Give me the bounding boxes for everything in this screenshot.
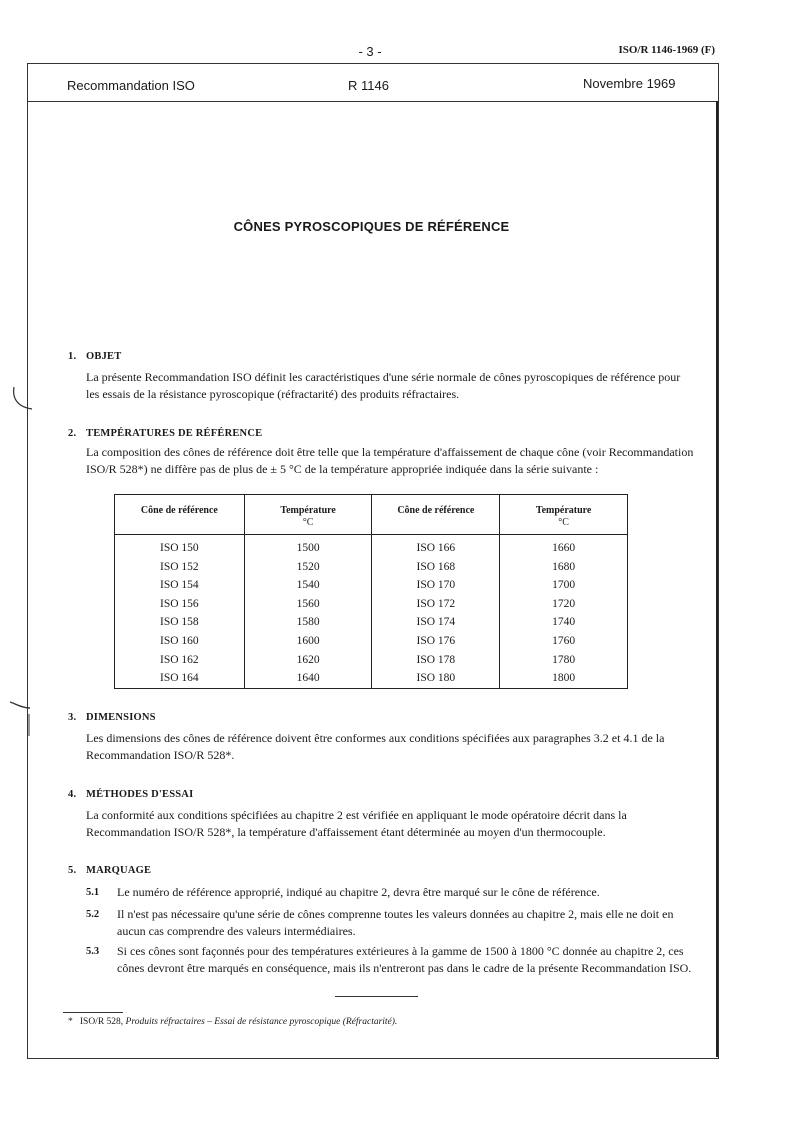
- table-cell: 1600: [244, 632, 372, 651]
- item-number: 5.1: [86, 887, 100, 898]
- header-temperature-2: [500, 495, 628, 535]
- reference-temperature-table: [114, 494, 628, 689]
- table-cell: ISO 172: [372, 595, 500, 614]
- table-cell: ISO 160: [115, 632, 245, 651]
- section-4-text: La conformité aux conditions spécifiées au chapitre 2 est vérifiée en appliquant le mode opératoire décrit dans la Recommandation ISO/R 528*, la température d'affaissement étant déterminée au moyen d'un thermocouple.: [86, 808, 627, 839]
- table-cell: 1760: [500, 632, 628, 651]
- header-standard-number: R 1146: [348, 78, 389, 93]
- item-number: 5.2: [86, 909, 100, 920]
- document-reference: ISO/R 1146-1969 (F): [618, 44, 715, 56]
- section-2-number: 2.: [68, 428, 77, 439]
- table-row: [115, 535, 628, 558]
- table-row: [115, 558, 628, 577]
- page-title: CÔNES PYROSCOPIQUES DE RÉFÉRENCE: [233, 219, 510, 234]
- table-cell: ISO 176: [372, 632, 500, 651]
- footnote: [68, 1017, 397, 1027]
- header-cone-1: Cône de référence: [115, 495, 245, 535]
- table-cell: ISO 168: [372, 558, 500, 577]
- table-row: [115, 595, 628, 614]
- section-3-number: 3.: [68, 712, 77, 723]
- section-3-heading: [68, 712, 156, 723]
- list-item: [86, 943, 696, 977]
- footnote-marker: *: [68, 1017, 73, 1027]
- header-cone-2: Cône de référence: [372, 495, 500, 535]
- section-5-heading: [68, 865, 151, 876]
- section-4-number: 4.: [68, 789, 77, 800]
- table-cell: ISO 174: [372, 613, 500, 632]
- footnote-rule: [63, 1012, 123, 1013]
- binding-mark-icon: [8, 385, 34, 415]
- section-1-title: OBJET: [86, 351, 122, 362]
- table-cell: 1560: [244, 595, 372, 614]
- footnote-title: Produits réfractaires – Essai de résistance pyroscopique (Réfractarité).: [125, 1017, 398, 1027]
- header-temperature-label: Température: [280, 505, 336, 516]
- table-cell: 1580: [244, 613, 372, 632]
- table-header-row: [115, 495, 628, 535]
- section-2-heading: [68, 428, 262, 439]
- header-temperature-label: Température: [535, 505, 592, 516]
- section-4-title: MÉTHODES D'ESSAI: [86, 789, 194, 800]
- header-date: Novembre 1969: [583, 76, 676, 91]
- item-text: Le numéro de référence approprié, indiqué au chapitre 2, devra être marqué sur le cône de référence.: [117, 885, 600, 899]
- section-1-number: 1.: [68, 351, 77, 362]
- table-row: [115, 613, 628, 632]
- section-4-heading: [68, 789, 193, 800]
- table-cell: 1640: [244, 669, 372, 688]
- table-cell: 1780: [500, 651, 628, 670]
- table-cell: 1540: [244, 576, 372, 595]
- frame-right-rule: [716, 101, 718, 1057]
- table-row: [115, 632, 628, 651]
- section-1-text: La présente Recommandation ISO définit les caractéristiques d'une série normale de cônes pyroscopiques de référence pour les essais de la résistance pyroscopique (réfractarité) des produits réfractaires.: [86, 370, 681, 401]
- table-cell: ISO 158: [115, 613, 245, 632]
- table-cell: ISO 166: [372, 535, 500, 558]
- table-cell: ISO 162: [115, 651, 245, 670]
- header-temperature-1: [244, 495, 372, 535]
- section-2-title: TEMPÉRATURES DE RÉFÉRENCE: [86, 428, 263, 439]
- header-divider: [27, 101, 718, 102]
- header-temperature-unit: °C: [302, 517, 314, 528]
- table-cell: ISO 152: [115, 558, 245, 577]
- table-row: [115, 669, 628, 688]
- header-recommendation: Recommandation ISO: [67, 78, 195, 93]
- table-cell: 1720: [500, 595, 628, 614]
- footnote-reference: ISO/R 528,: [79, 1017, 124, 1027]
- table-row: [115, 576, 628, 595]
- section-2-text: La composition des cônes de référence doit être telle que la température d'affaissement de chaque cône (voir Recommandation ISO/R 528*) ne diffère pas de plus de ± 5 °C de la température appropriée indiquée dans la série suivante :: [86, 445, 694, 476]
- item-number: 5.3: [86, 946, 100, 957]
- table-cell: 1680: [500, 558, 628, 577]
- table-cell: ISO 170: [372, 576, 500, 595]
- section-5-number: 5.: [68, 865, 77, 876]
- footnote-separator: [335, 996, 418, 997]
- page-number: - 3 -: [358, 44, 382, 59]
- table-cell: 1620: [244, 651, 372, 670]
- item-text: Il n'est pas nécessaire qu'une série de cônes comprenne toutes les valeurs données au chapitre 2, mais elle ne doit en aucun cas comprendre des valeurs intermédiaires.: [117, 907, 674, 938]
- table-cell: 1660: [500, 535, 628, 558]
- item-text: Si ces cônes sont façonnés pour des températures extérieures à la gamme de 1500 à 1800 °C donnée au chapitre 2, ces cônes devront être marqués en conséquence, mais ils n'entreront pas dans le cadre de la présente Recommandation ISO.: [117, 944, 692, 975]
- table-cell: 1500: [244, 535, 372, 558]
- table-cell: 1700: [500, 576, 628, 595]
- table-cell: ISO 164: [115, 669, 245, 688]
- table-cell: ISO 156: [115, 595, 245, 614]
- table-row: [115, 651, 628, 670]
- table-cell: ISO 180: [372, 669, 500, 688]
- list-item: [86, 884, 696, 901]
- table-cell: 1740: [500, 613, 628, 632]
- section-3-text: Les dimensions des cônes de référence doivent être conformes aux conditions spécifiées aux paragraphes 3.2 et 4.1 de la Recommandation ISO/R 528*.: [86, 731, 665, 762]
- table-cell: ISO 154: [115, 576, 245, 595]
- section-1-heading: [68, 351, 121, 362]
- table-cell: ISO 150: [115, 535, 245, 558]
- binding-mark-icon: [8, 688, 34, 738]
- table-cell: ISO 178: [372, 651, 500, 670]
- header-temperature-unit: °C: [558, 517, 569, 528]
- section-3-title: DIMENSIONS: [86, 712, 156, 723]
- section-5-title: MARQUAGE: [86, 865, 152, 876]
- list-item: [86, 906, 696, 940]
- table-cell: 1800: [500, 669, 628, 688]
- table-cell: 1520: [244, 558, 372, 577]
